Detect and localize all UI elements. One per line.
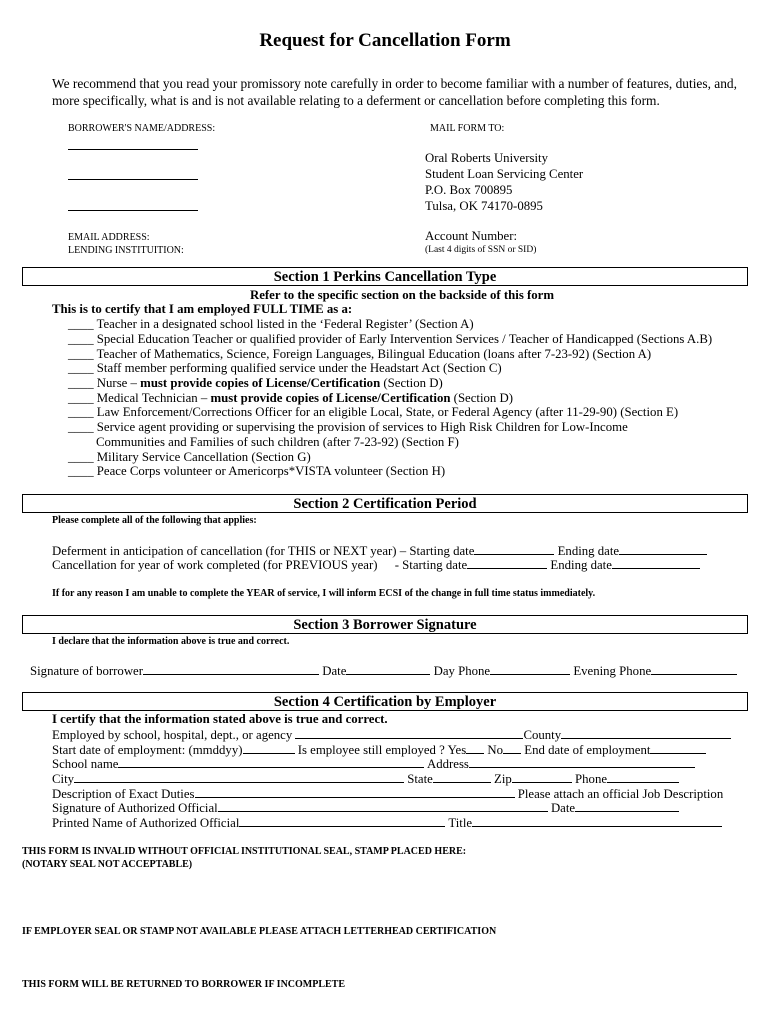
returned-notice: THIS FORM WILL BE RETURNED TO BORROWER IF INCOMPLETE	[22, 979, 346, 990]
city-field[interactable]	[74, 771, 404, 783]
email-label: EMAIL ADDRESS:	[68, 232, 150, 243]
section-2-instruction: Please complete all of the following that applies:	[52, 515, 257, 526]
mail-line-4: Tulsa, OK 74170-0895	[425, 199, 543, 213]
zip-label: Zip	[494, 772, 512, 786]
deferment-end-field[interactable]	[619, 543, 707, 555]
printed-name-field[interactable]	[239, 815, 445, 827]
sig-date-field[interactable]	[575, 800, 679, 812]
still-employed-label: Is employee still employed ?	[297, 743, 445, 757]
school-name-row	[52, 756, 695, 772]
cancellation-line	[52, 557, 700, 573]
county-label: County	[523, 728, 562, 742]
option-military[interactable]: ____ Military Service Cancellation (Section G)	[68, 450, 311, 464]
mail-line-2: Student Loan Servicing Center	[425, 167, 584, 181]
option-requirement: must provide copies of License/Certification	[140, 376, 381, 390]
borrower-name-label: BORROWER'S NAME/ADDRESS:	[68, 123, 216, 134]
county-field[interactable]	[561, 727, 731, 739]
borrower-name-line[interactable]	[68, 138, 198, 150]
option-label: Teacher in a designated school listed in the ‘Federal Register’ (Section A)	[96, 317, 474, 331]
school-name-label: School name	[52, 757, 119, 771]
option-law-enforcement[interactable]: ____ Law Enforcement/Corrections Officer for an eligible Local, State, or Federal Agency (after 11-29-90) (Section E)	[68, 405, 679, 419]
option-service-agent[interactable]: ____ Service agent providing or supervising the provision of services to High Risk Children for Low-Income	[68, 420, 628, 434]
section-1-certify: This is to certify that I am employed FULL TIME as a:	[52, 302, 353, 316]
section-3-declare: I declare that the information above is true and correct.	[52, 636, 290, 647]
section-4-certify: I certify that the information stated above is true and correct.	[52, 712, 388, 726]
option-section: (Section D)	[380, 376, 443, 390]
duties-note: Please attach an official Job Description	[517, 787, 724, 801]
option-label: Service agent providing or supervising the provision of services to High Risk Children for Low-Income	[96, 420, 628, 434]
deferment-start-field[interactable]	[474, 543, 554, 555]
notary-notice: (NOTARY SEAL NOT ACCEPTABLE)	[22, 859, 193, 870]
employed-by-field[interactable]	[295, 727, 523, 739]
option-service-agent-cont: Communities and Families of such children (after 7-23-92) (Section F)	[96, 435, 459, 449]
signature-label: Signature of borrower	[30, 664, 144, 678]
option-teacher-designated[interactable]: ____ Teacher in a designated school listed in the ‘Federal Register’ (Section A)	[68, 317, 474, 331]
evening-phone-field[interactable]	[651, 663, 737, 675]
deferment-label: Deferment in anticipation of cancellation (for THIS or NEXT year) – Starting date	[52, 544, 475, 558]
yes-label: Yes	[447, 743, 467, 757]
mail-form-label: MAIL FORM TO:	[430, 123, 505, 134]
section-2-header: Section 2 Certification Period	[22, 494, 748, 513]
employed-by-row	[52, 727, 731, 743]
option-label: Military Service Cancellation (Section G)	[96, 450, 311, 464]
title-field[interactable]	[472, 815, 722, 827]
section-3-header: Section 3 Borrower Signature	[22, 615, 748, 634]
start-date-field[interactable]	[243, 742, 295, 754]
section-1-refer: Refer to the specific section on the backside of this form	[250, 288, 554, 302]
title-label: Title	[448, 816, 473, 830]
address-field[interactable]	[469, 756, 695, 768]
date-field[interactable]	[346, 663, 430, 675]
phone-label: Phone	[575, 772, 608, 786]
printed-name-row	[52, 815, 722, 831]
borrower-address-line-1[interactable]	[68, 168, 198, 180]
city-row	[52, 771, 679, 787]
sig-official-row	[52, 800, 679, 816]
day-phone-field[interactable]	[490, 663, 570, 675]
zip-field[interactable]	[512, 771, 572, 783]
deferment-end-label: Ending date	[557, 544, 620, 558]
lending-institution-label: LENDING INSTITUITION:	[68, 245, 184, 256]
section-1-header: Section 1 Perkins Cancellation Type	[22, 267, 748, 286]
employed-by-label: Employed by school, hospital, dept., or agency	[52, 728, 293, 742]
mail-line-3: P.O. Box 700895	[425, 183, 513, 197]
option-label: Nurse –	[96, 376, 141, 390]
day-phone-label: Day Phone	[433, 664, 491, 678]
address-label: Address	[426, 757, 469, 771]
borrower-signature-row	[30, 663, 737, 679]
end-date-field[interactable]	[650, 742, 706, 754]
option-medical-technician[interactable]: ____ Medical Technician – must provide copies of License/Certification (Section D)	[68, 391, 514, 405]
intro-text: We recommend that you read your promissory note carefully in order to become familiar with a number of features, duties, and, more specifically, what is and is not available relating to a deferment or cancellation before completing this form.	[52, 76, 737, 108]
letterhead-notice: IF EMPLOYER SEAL OR STAMP NOT AVAILABLE PLEASE ATTACH LETTERHEAD CERTIFICATION	[22, 926, 497, 937]
option-label: Medical Technician –	[96, 391, 211, 405]
no-label: No	[487, 743, 504, 757]
yes-field[interactable]	[466, 742, 484, 754]
duties-field[interactable]	[195, 786, 515, 798]
date-label: Date	[322, 664, 347, 678]
option-label: Special Education Teacher or qualified provider of Early Intervention Services / Teacher of Handicapped (Sections A.B)	[96, 332, 713, 346]
phone-field[interactable]	[607, 771, 679, 783]
sig-official-label: Signature of Authorized Official	[52, 801, 218, 815]
end-date-label: End date of employment	[524, 743, 651, 757]
cancellation-end-label: Ending date	[550, 558, 612, 572]
option-nurse[interactable]: ____ Nurse – must provide copies of License/Certification (Section D)	[68, 376, 443, 390]
sig-date-label: Date	[550, 801, 576, 815]
option-label: Law Enforcement/Corrections Officer for an eligible Local, State, or Federal Agency (after 11-29-90) (Section E)	[96, 405, 679, 419]
city-label: City	[52, 772, 75, 786]
cancellation-end-field[interactable]	[612, 557, 700, 569]
account-number-label: Account Number:	[425, 229, 518, 243]
sig-official-field[interactable]	[218, 800, 548, 812]
option-label: Teacher of Mathematics, Science, Foreign Languages, Bilingual Education (loans after 7-23-92) (Section A)	[96, 347, 652, 361]
state-field[interactable]	[433, 771, 491, 783]
printed-name-label: Printed Name of Authorized Official	[52, 816, 240, 830]
signature-field[interactable]	[143, 663, 319, 675]
option-special-education[interactable]: ____ Special Education Teacher or qualified provider of Early Intervention Services / Teacher of Handicapped (Sections A.B)	[68, 332, 713, 346]
school-name-field[interactable]	[118, 756, 424, 768]
start-date-label: Start date of employment: (mmddyy)	[52, 743, 243, 757]
option-label: Peace Corps volunteer or Americorps*VISTA volunteer (Section H)	[96, 464, 446, 478]
option-peace-corps[interactable]: ____ Peace Corps volunteer or Americorps*VISTA volunteer (Section H)	[68, 464, 446, 478]
no-field[interactable]	[503, 742, 521, 754]
account-number-note: (Last 4 digits of SSN or SID)	[425, 245, 537, 255]
evening-phone-label: Evening Phone	[573, 664, 652, 678]
state-label: State	[407, 772, 433, 786]
option-section: (Section D)	[450, 391, 514, 405]
option-requirement: must provide copies of License/Certification	[210, 391, 451, 405]
cancellation-start-field[interactable]	[467, 557, 547, 569]
option-label: Staff member performing qualified service under the Headstart Act (Section C)	[96, 361, 502, 375]
borrower-address-line-2[interactable]	[68, 199, 198, 211]
section-4-header: Section 4 Certification by Employer	[22, 692, 748, 711]
duties-label: Description of Exact Duties	[52, 787, 195, 801]
page-title: Request for Cancellation Form	[259, 30, 511, 51]
mail-line-1: Oral Roberts University	[425, 151, 548, 165]
cancellation-start-label: - Starting date	[394, 558, 468, 572]
section-2-notice: If for any reason I am unable to complete the YEAR of service, I will inform ECSI of the change in full time status immediately.	[52, 588, 596, 599]
option-math-science[interactable]: ____ Teacher of Mathematics, Science, Foreign Languages, Bilingual Education (loans after 7-23-92) (Section A)	[68, 347, 652, 361]
seal-notice: THIS FORM IS INVALID WITHOUT OFFICIAL INSTITUTIONAL SEAL, STAMP PLACED HERE:	[22, 846, 467, 857]
option-headstart[interactable]: ____ Staff member performing qualified service under the Headstart Act (Section C)	[68, 361, 502, 375]
cancellation-label: Cancellation for year of work completed (for PREVIOUS year)	[52, 558, 378, 572]
